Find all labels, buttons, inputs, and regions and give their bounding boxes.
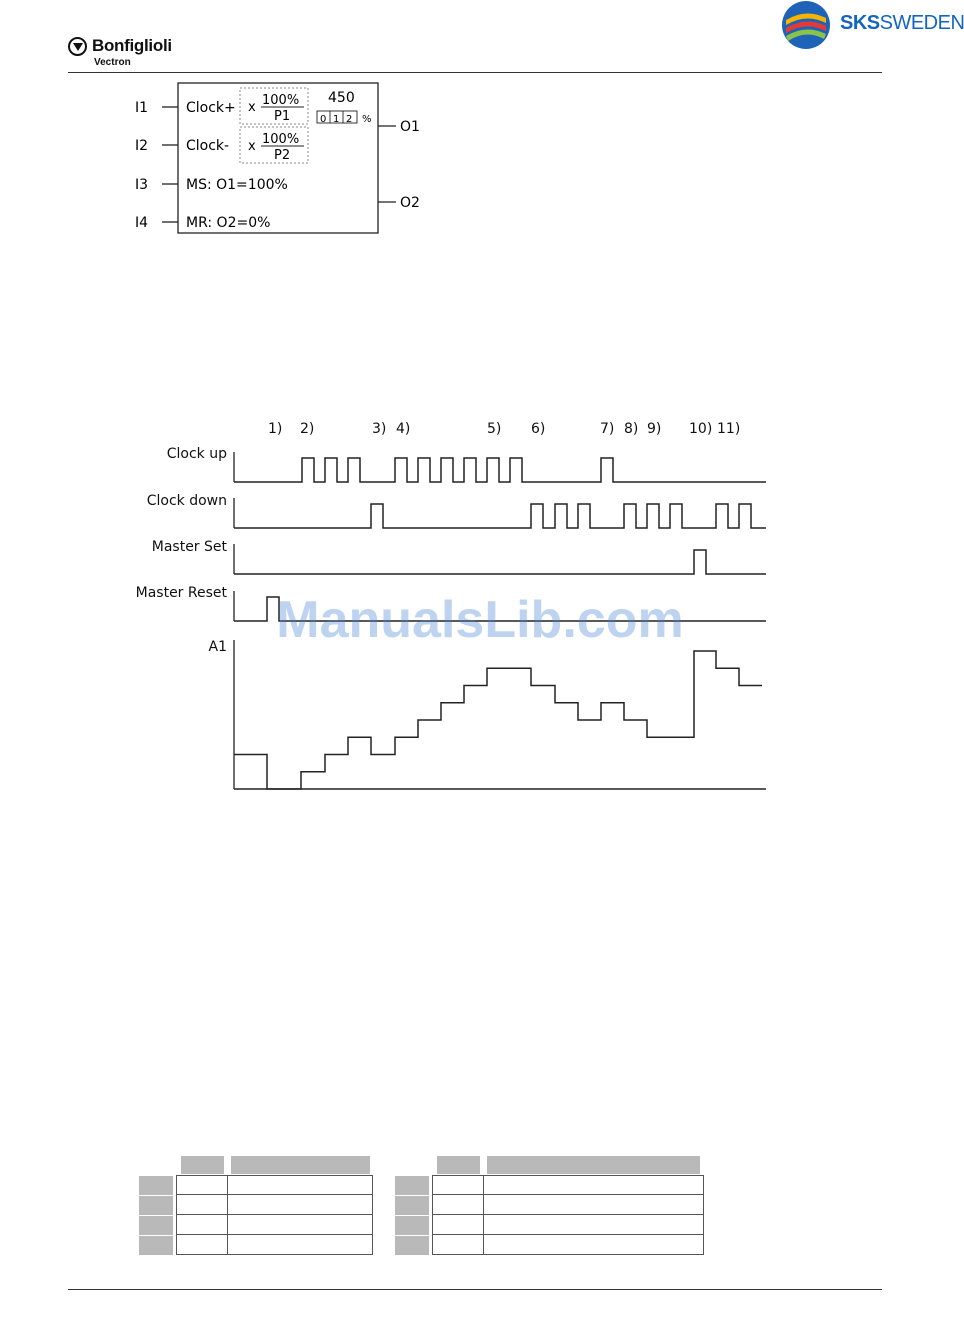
row-master-set: MS: O1=100% bbox=[186, 177, 288, 193]
table-row-header bbox=[139, 1176, 173, 1195]
input-label-i3: I3 bbox=[135, 177, 149, 193]
table-row-header bbox=[395, 1196, 429, 1215]
analog-label: A1 bbox=[208, 639, 227, 655]
table-row bbox=[176, 1235, 373, 1255]
table-header-cell bbox=[437, 1156, 480, 1174]
parameter-table-right bbox=[395, 1155, 707, 1260]
signal-trace bbox=[234, 550, 766, 574]
table-row-header bbox=[395, 1216, 429, 1235]
step-label: 3) bbox=[372, 421, 387, 437]
table-header-cell bbox=[181, 1156, 224, 1174]
step-label: 5) bbox=[487, 421, 502, 437]
fraction-numerator-2: 100% bbox=[262, 132, 300, 147]
sks-brand-text: SKSSWEDEN bbox=[840, 12, 964, 34]
signal-trace bbox=[234, 458, 766, 482]
signal-trace bbox=[234, 504, 766, 528]
row-master-reset: MR: O2=0% bbox=[186, 215, 271, 231]
step-label: 1) bbox=[268, 421, 283, 437]
step-label: 10) bbox=[689, 421, 713, 437]
display-unit: % bbox=[362, 114, 372, 125]
table-row bbox=[432, 1195, 704, 1215]
signal-label: Clock up bbox=[166, 446, 227, 462]
row-clock-minus: Clock- bbox=[186, 138, 230, 154]
table-row-header bbox=[139, 1216, 173, 1235]
row-clock-plus: Clock+ bbox=[186, 100, 236, 116]
footer-rule bbox=[68, 1289, 882, 1290]
table-row bbox=[432, 1235, 704, 1255]
step-label: 11) bbox=[717, 421, 741, 437]
signal-label: Master Set bbox=[151, 539, 227, 555]
step-label: 9) bbox=[647, 421, 662, 437]
input-label-i1: I1 bbox=[135, 100, 149, 116]
table-row bbox=[176, 1215, 373, 1235]
input-label-i2: I2 bbox=[135, 138, 149, 154]
fraction-denominator-p1: P1 bbox=[274, 109, 291, 124]
fraction-denominator-p2: P2 bbox=[274, 148, 291, 163]
display-value: 450 bbox=[328, 90, 355, 106]
table-header-cell bbox=[487, 1156, 700, 1174]
table-row bbox=[176, 1175, 373, 1195]
watermark: ManualsLib.com bbox=[276, 591, 684, 649]
brand-name: Bonfiglioli bbox=[92, 36, 172, 55]
table-row bbox=[176, 1195, 373, 1215]
step-label: 8) bbox=[624, 421, 639, 437]
table-row-header bbox=[139, 1196, 173, 1215]
table-row bbox=[432, 1215, 704, 1235]
step-label: 7) bbox=[600, 421, 615, 437]
table-row-header bbox=[139, 1236, 173, 1255]
output-label-o2: O2 bbox=[400, 195, 420, 211]
table-row bbox=[432, 1175, 704, 1195]
step-label: 4) bbox=[396, 421, 411, 437]
signal-label: Clock down bbox=[146, 493, 227, 509]
display-digit-0: 0 bbox=[320, 114, 327, 125]
display-digit-1: 1 bbox=[333, 114, 340, 125]
display-digit-2: 2 bbox=[346, 114, 353, 125]
table-row-header bbox=[395, 1236, 429, 1255]
step-label: 2) bbox=[300, 421, 315, 437]
multiply-symbol-2: x bbox=[248, 139, 256, 154]
step-label: 6) bbox=[531, 421, 546, 437]
input-label-i4: I4 bbox=[135, 215, 149, 231]
output-label-o1: O1 bbox=[400, 119, 420, 135]
parameter-table-left bbox=[139, 1155, 375, 1260]
signal-label: Master Reset bbox=[135, 585, 227, 601]
table-header-cell bbox=[231, 1156, 370, 1174]
brand-subtitle: Vectron bbox=[94, 57, 131, 68]
multiply-symbol-1: x bbox=[248, 100, 256, 115]
fraction-numerator-1: 100% bbox=[262, 93, 300, 108]
analog-trace bbox=[234, 651, 762, 789]
table-row-header bbox=[395, 1176, 429, 1195]
